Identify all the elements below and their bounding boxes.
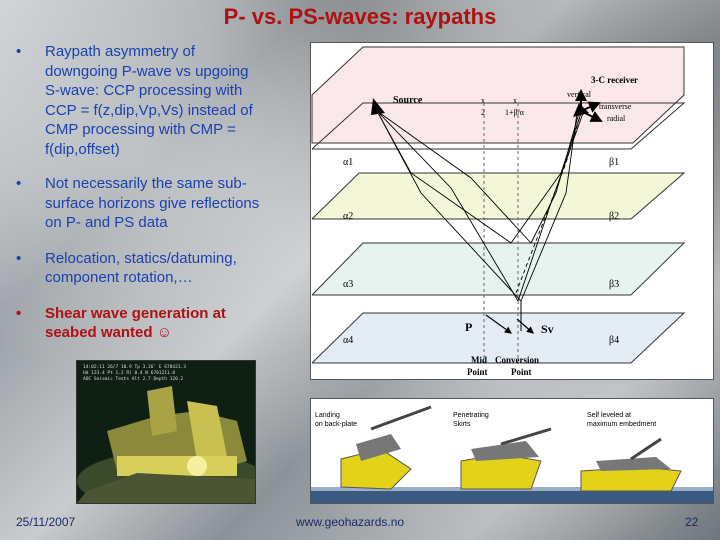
beta-4: β4 — [609, 335, 620, 346]
footer-date: 25/11/2007 — [16, 515, 76, 529]
lander-caption: Penetrating — [453, 412, 489, 419]
seabed-photo — [76, 360, 256, 504]
bullet-line: surface horizons give reflections — [45, 194, 260, 212]
offset-label: 2 — [481, 108, 485, 117]
component-transverse: transverse — [599, 102, 632, 111]
lander-caption: maximum embedment — [587, 421, 657, 428]
sv-label: Sv — [541, 322, 554, 336]
bullet-1 — [14, 42, 308, 159]
bullet-line: Shear wave generation at — [45, 304, 226, 322]
overlay-line: AOC Seismic Tests Alt 2.7 Depth 120.2 — [83, 377, 184, 382]
component-vertical: vertical — [567, 90, 591, 99]
beta-3: β3 — [609, 279, 620, 290]
photo-overlay — [83, 365, 186, 383]
lander-2 — [461, 429, 551, 489]
bullet-line: f(dip,offset) — [45, 140, 120, 158]
layer-2 — [312, 173, 684, 219]
bullet-line: seabed wanted ☺ — [45, 324, 173, 341]
lander-illustration — [310, 398, 714, 504]
component-radial: radial — [607, 114, 626, 123]
lander-caption: Landing — [315, 412, 340, 419]
conversion-label: Conversion — [495, 355, 540, 365]
overlay-line: Hd 123.4 Pt 1.2 Rl 0.4 N 6781211.8 — [83, 371, 176, 376]
bullet-line: CMP processing with CMP = — [45, 121, 236, 138]
bullet-dot: • — [16, 175, 22, 192]
p-label: P — [465, 320, 473, 334]
alpha-1: α1 — [343, 157, 354, 168]
lander-caption: Skirts — [453, 421, 471, 428]
bullet-line: Not necessarily the same sub- — [45, 175, 247, 192]
overlay-line: 14:02:11 26/7 10.9 Tp 3.26' E 678421.3 — [83, 365, 186, 370]
footer-page-number: 22 — [685, 515, 699, 529]
slide-title: P- vs. PS-waves: raypaths — [223, 4, 497, 29]
bullet-dot: • — [16, 249, 22, 267]
bullet-3 — [14, 249, 308, 288]
bullet-line: downgoing P-wave vs upgoing — [45, 62, 249, 80]
bullet-line: on P- and PS data — [45, 214, 168, 231]
bullet-dot: • — [16, 304, 22, 322]
lander-1 — [341, 407, 431, 489]
offset-label: x — [481, 96, 485, 105]
offset-label: x — [513, 96, 517, 105]
bullet-line: Raypath asymmetry of — [45, 43, 196, 60]
bullet-line: component rotation,… — [45, 269, 193, 286]
alpha-3: α3 — [343, 279, 354, 290]
bullet-list — [14, 42, 308, 359]
bullet-line: Relocation, statics/datuming, — [45, 249, 237, 267]
beta-1: β1 — [609, 157, 620, 168]
alpha-4: α4 — [343, 335, 354, 346]
bullet-line: CCP = f(z,dip,Vp,Vs) instead of — [45, 101, 253, 119]
lander-3 — [581, 439, 681, 491]
beta-2: β2 — [609, 211, 620, 222]
midpoint-label: Point — [467, 367, 488, 377]
conversion-label: Point — [511, 367, 532, 377]
lander-caption: on back-plate — [315, 421, 358, 428]
bullet-dot: • — [16, 43, 22, 60]
alpha-2: α2 — [343, 211, 354, 222]
raypath-diagram — [310, 42, 714, 380]
receiver-label: 3-C receiver — [591, 75, 639, 85]
layer-3 — [312, 243, 684, 295]
source-label: Source — [393, 95, 423, 106]
midpoint-label: Mid — [471, 355, 488, 365]
bullet-2 — [14, 174, 308, 233]
lander-caption: Self leveled at — [587, 412, 631, 419]
bullet-line: S-wave: CCP processing with — [45, 82, 243, 99]
footer-url: www.geohazards.no — [296, 515, 405, 529]
offset-label: 1+β/α — [505, 108, 524, 117]
bullet-4 — [14, 304, 308, 343]
